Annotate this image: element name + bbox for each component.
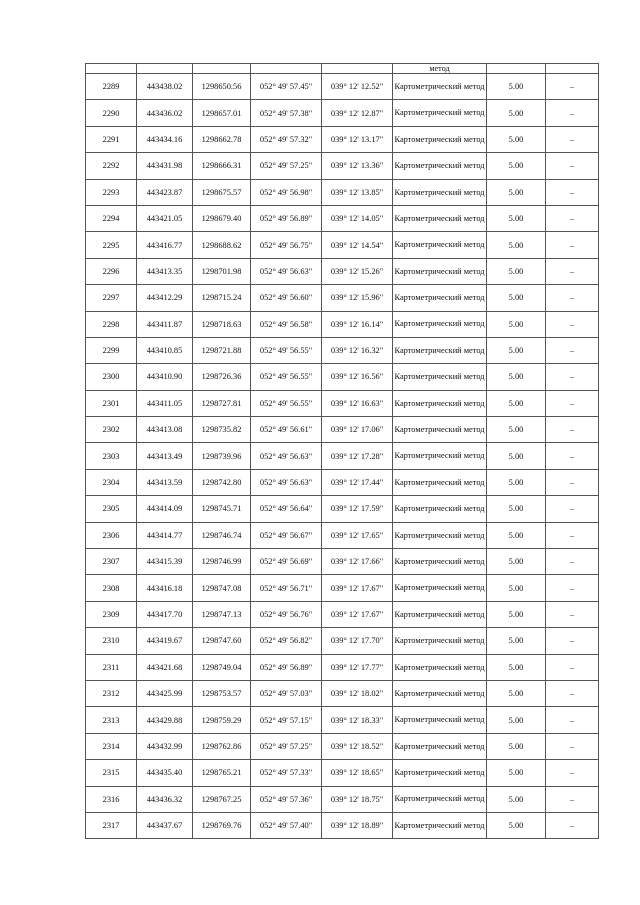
continued-method-cell — [393, 64, 487, 74]
note-cell: – — [546, 337, 599, 363]
x-coordinate-cell: 443431.98 — [137, 153, 193, 179]
point-number-cell: 2310 — [86, 628, 137, 654]
note-cell: – — [546, 469, 599, 495]
y-coordinate-cell: 1298701.98 — [193, 258, 251, 284]
empty-cell — [546, 64, 599, 74]
y-coordinate-cell: 1298747.08 — [193, 575, 251, 601]
note-cell: – — [546, 179, 599, 205]
note-cell: – — [546, 153, 599, 179]
accuracy-cell: 5.00 — [487, 311, 546, 337]
method-cell: Картометрический метод — [393, 707, 487, 733]
latitude-cell: 052° 49' 56.75" — [251, 232, 322, 258]
y-coordinate-cell: 1298749.04 — [193, 654, 251, 680]
accuracy-cell: 5.00 — [487, 601, 546, 627]
table-row — [86, 337, 599, 363]
x-coordinate-cell: 443425.99 — [137, 680, 193, 706]
longitude-cell: 039° 12' 17.67" — [322, 575, 393, 601]
accuracy-cell: 5.00 — [487, 74, 546, 100]
note-cell: – — [546, 285, 599, 311]
method-cell: Картометрический метод — [393, 232, 487, 258]
longitude-cell: 039° 12' 14.05" — [322, 205, 393, 231]
x-coordinate-cell: 443438.02 — [137, 74, 193, 100]
x-coordinate-cell: 443421.68 — [137, 654, 193, 680]
continued-method-text: метод — [429, 64, 450, 73]
table-row — [86, 390, 599, 416]
x-coordinate-cell: 443416.77 — [137, 232, 193, 258]
table-row — [86, 205, 599, 231]
x-coordinate-cell: 443411.87 — [137, 311, 193, 337]
longitude-cell: 039° 12' 17.44" — [322, 469, 393, 495]
y-coordinate-cell: 1298745.71 — [193, 496, 251, 522]
table-row — [86, 285, 599, 311]
accuracy-cell: 5.00 — [487, 522, 546, 548]
empty-cell — [487, 64, 546, 74]
y-coordinate-cell: 1298650.56 — [193, 74, 251, 100]
table-row — [86, 126, 599, 152]
note-cell: – — [546, 575, 599, 601]
accuracy-cell: 5.00 — [487, 443, 546, 469]
point-number-cell: 2303 — [86, 443, 137, 469]
accuracy-cell: 5.00 — [487, 232, 546, 258]
y-coordinate-cell: 1298679.40 — [193, 205, 251, 231]
longitude-cell: 039° 12' 17.66" — [322, 549, 393, 575]
longitude-cell: 039° 12' 17.67" — [322, 601, 393, 627]
accuracy-cell: 5.00 — [487, 628, 546, 654]
point-number-cell: 2305 — [86, 496, 137, 522]
method-cell: Картометрический метод — [393, 153, 487, 179]
method-cell: Картометрический метод — [393, 601, 487, 627]
note-cell: – — [546, 417, 599, 443]
method-cell: Картометрический метод — [393, 417, 487, 443]
accuracy-cell: 5.00 — [487, 575, 546, 601]
table-row — [86, 786, 599, 812]
x-coordinate-cell: 443429.88 — [137, 707, 193, 733]
accuracy-cell: 5.00 — [487, 469, 546, 495]
point-number-cell: 2297 — [86, 285, 137, 311]
longitude-cell: 039° 12' 18.89" — [322, 812, 393, 838]
table-row — [86, 812, 599, 838]
x-coordinate-cell: 443436.02 — [137, 100, 193, 126]
method-cell: Картометрический метод — [393, 285, 487, 311]
point-number-cell: 2314 — [86, 733, 137, 759]
x-coordinate-cell: 443410.90 — [137, 364, 193, 390]
method-cell: Картометрический метод — [393, 812, 487, 838]
y-coordinate-cell: 1298759.29 — [193, 707, 251, 733]
table-row — [86, 760, 599, 786]
method-cell: Картометрический метод — [393, 680, 487, 706]
y-coordinate-cell: 1298746.99 — [193, 549, 251, 575]
y-coordinate-cell: 1298742.80 — [193, 469, 251, 495]
y-coordinate-cell: 1298675.57 — [193, 179, 251, 205]
longitude-cell: 039° 12' 15.96" — [322, 285, 393, 311]
y-coordinate-cell: 1298657.01 — [193, 100, 251, 126]
x-coordinate-cell: 443434.16 — [137, 126, 193, 152]
table-row — [86, 74, 599, 100]
accuracy-cell: 5.00 — [487, 733, 546, 759]
latitude-cell: 052° 49' 56.63" — [251, 443, 322, 469]
method-cell: Картометрический метод — [393, 628, 487, 654]
table-row — [86, 522, 599, 548]
point-number-cell: 2307 — [86, 549, 137, 575]
point-number-cell: 2311 — [86, 654, 137, 680]
note-cell: – — [546, 812, 599, 838]
x-coordinate-cell: 443414.09 — [137, 496, 193, 522]
point-number-cell: 2298 — [86, 311, 137, 337]
latitude-cell: 052° 49' 57.36" — [251, 786, 322, 812]
method-cell: Картометрический метод — [393, 575, 487, 601]
x-coordinate-cell: 443421.05 — [137, 205, 193, 231]
y-coordinate-cell: 1298746.74 — [193, 522, 251, 548]
accuracy-cell: 5.00 — [487, 126, 546, 152]
note-cell: – — [546, 390, 599, 416]
point-number-cell: 2296 — [86, 258, 137, 284]
table-row — [86, 364, 599, 390]
y-coordinate-cell: 1298688.62 — [193, 232, 251, 258]
y-coordinate-cell: 1298726.36 — [193, 364, 251, 390]
point-number-cell: 2313 — [86, 707, 137, 733]
note-cell: – — [546, 628, 599, 654]
longitude-cell: 039° 12' 18.65" — [322, 760, 393, 786]
point-number-cell: 2295 — [86, 232, 137, 258]
point-number-cell: 2290 — [86, 100, 137, 126]
longitude-cell: 039° 12' 17.59" — [322, 496, 393, 522]
method-cell: Картометрический метод — [393, 364, 487, 390]
longitude-cell: 039° 12' 15.26" — [322, 258, 393, 284]
y-coordinate-cell: 1298721.88 — [193, 337, 251, 363]
method-cell: Картометрический метод — [393, 760, 487, 786]
table-row — [86, 496, 599, 522]
note-cell: – — [546, 74, 599, 100]
point-number-cell: 2306 — [86, 522, 137, 548]
accuracy-cell: 5.00 — [487, 680, 546, 706]
latitude-cell: 052° 49' 56.55" — [251, 390, 322, 416]
coordinates-table — [85, 63, 599, 839]
accuracy-cell: 5.00 — [487, 707, 546, 733]
note-cell: – — [546, 496, 599, 522]
accuracy-cell: 5.00 — [487, 153, 546, 179]
note-cell: – — [546, 733, 599, 759]
latitude-cell: 052° 49' 57.40" — [251, 812, 322, 838]
table-row — [86, 654, 599, 680]
longitude-cell: 039° 12' 12.87" — [322, 100, 393, 126]
point-number-cell: 2299 — [86, 337, 137, 363]
note-cell: – — [546, 654, 599, 680]
method-cell: Картометрический метод — [393, 337, 487, 363]
point-number-cell: 2289 — [86, 74, 137, 100]
method-cell: Картометрический метод — [393, 443, 487, 469]
latitude-cell: 052° 49' 56.55" — [251, 337, 322, 363]
accuracy-cell: 5.00 — [487, 496, 546, 522]
longitude-cell: 039° 12' 16.56" — [322, 364, 393, 390]
y-coordinate-cell: 1298747.13 — [193, 601, 251, 627]
latitude-cell: 052° 49' 56.55" — [251, 364, 322, 390]
point-number-cell: 2315 — [86, 760, 137, 786]
point-number-cell: 2308 — [86, 575, 137, 601]
longitude-cell: 039° 12' 18.02" — [322, 680, 393, 706]
y-coordinate-cell: 1298666.31 — [193, 153, 251, 179]
method-cell: Картометрический метод — [393, 522, 487, 548]
note-cell: – — [546, 126, 599, 152]
note-cell: – — [546, 311, 599, 337]
accuracy-cell: 5.00 — [487, 812, 546, 838]
latitude-cell: 052° 49' 56.69" — [251, 549, 322, 575]
y-coordinate-cell: 1298739.96 — [193, 443, 251, 469]
method-cell: Картометрический метод — [393, 469, 487, 495]
table-row — [86, 628, 599, 654]
longitude-cell: 039° 12' 16.32" — [322, 337, 393, 363]
longitude-cell: 039° 12' 13.85" — [322, 179, 393, 205]
accuracy-cell: 5.00 — [487, 549, 546, 575]
point-number-cell: 2292 — [86, 153, 137, 179]
note-cell: – — [546, 364, 599, 390]
method-cell: Картометрический метод — [393, 733, 487, 759]
y-coordinate-cell: 1298769.76 — [193, 812, 251, 838]
note-cell: – — [546, 760, 599, 786]
x-coordinate-cell: 443419.67 — [137, 628, 193, 654]
method-cell: Картометрический метод — [393, 496, 487, 522]
y-coordinate-cell: 1298718.63 — [193, 311, 251, 337]
x-coordinate-cell: 443410.85 — [137, 337, 193, 363]
table-row — [86, 311, 599, 337]
note-cell: – — [546, 786, 599, 812]
x-coordinate-cell: 443436.32 — [137, 786, 193, 812]
longitude-cell: 039° 12' 13.17" — [322, 126, 393, 152]
x-coordinate-cell: 443412.29 — [137, 285, 193, 311]
latitude-cell: 052° 49' 56.98" — [251, 179, 322, 205]
table-row — [86, 707, 599, 733]
note-cell: – — [546, 601, 599, 627]
x-coordinate-cell: 443415.39 — [137, 549, 193, 575]
method-cell: Картометрический метод — [393, 654, 487, 680]
table-row — [86, 443, 599, 469]
longitude-cell: 039° 12' 18.75" — [322, 786, 393, 812]
table-row — [86, 549, 599, 575]
note-cell: – — [546, 707, 599, 733]
x-coordinate-cell: 443435.40 — [137, 760, 193, 786]
accuracy-cell: 5.00 — [487, 205, 546, 231]
latitude-cell: 052° 49' 56.82" — [251, 628, 322, 654]
note-cell: – — [546, 205, 599, 231]
y-coordinate-cell: 1298662.78 — [193, 126, 251, 152]
latitude-cell: 052° 49' 56.71" — [251, 575, 322, 601]
point-number-cell: 2312 — [86, 680, 137, 706]
table-row — [86, 469, 599, 495]
coordinates-table-body — [86, 64, 599, 839]
point-number-cell: 2294 — [86, 205, 137, 231]
y-coordinate-cell: 1298762.86 — [193, 733, 251, 759]
latitude-cell: 052° 49' 57.25" — [251, 733, 322, 759]
longitude-cell: 039° 12' 13.36" — [322, 153, 393, 179]
y-coordinate-cell: 1298747.60 — [193, 628, 251, 654]
point-number-cell: 2304 — [86, 469, 137, 495]
continued-row — [86, 64, 599, 74]
point-number-cell: 2316 — [86, 786, 137, 812]
x-coordinate-cell: 443413.59 — [137, 469, 193, 495]
latitude-cell: 052° 49' 57.45" — [251, 74, 322, 100]
point-number-cell: 2293 — [86, 179, 137, 205]
longitude-cell: 039° 12' 17.65" — [322, 522, 393, 548]
note-cell: – — [546, 100, 599, 126]
longitude-cell: 039° 12' 14.54" — [322, 232, 393, 258]
accuracy-cell: 5.00 — [487, 786, 546, 812]
table-row — [86, 680, 599, 706]
point-number-cell: 2317 — [86, 812, 137, 838]
table-row — [86, 179, 599, 205]
point-number-cell: 2302 — [86, 417, 137, 443]
latitude-cell: 052° 49' 56.64" — [251, 496, 322, 522]
method-cell: Картометрический метод — [393, 74, 487, 100]
table-row — [86, 232, 599, 258]
accuracy-cell: 5.00 — [487, 179, 546, 205]
table-row — [86, 100, 599, 126]
longitude-cell: 039° 12' 17.28" — [322, 443, 393, 469]
note-cell: – — [546, 680, 599, 706]
y-coordinate-cell: 1298715.24 — [193, 285, 251, 311]
table-row — [86, 417, 599, 443]
accuracy-cell: 5.00 — [487, 364, 546, 390]
latitude-cell: 052° 49' 57.25" — [251, 153, 322, 179]
note-cell: – — [546, 443, 599, 469]
x-coordinate-cell: 443416.18 — [137, 575, 193, 601]
x-coordinate-cell: 443432.99 — [137, 733, 193, 759]
latitude-cell: 052° 49' 56.61" — [251, 417, 322, 443]
y-coordinate-cell: 1298753.57 — [193, 680, 251, 706]
longitude-cell: 039° 12' 17.77" — [322, 654, 393, 680]
accuracy-cell: 5.00 — [487, 285, 546, 311]
method-cell: Картометрический метод — [393, 100, 487, 126]
x-coordinate-cell: 443413.08 — [137, 417, 193, 443]
accuracy-cell: 5.00 — [487, 100, 546, 126]
longitude-cell: 039° 12' 12.52" — [322, 74, 393, 100]
accuracy-cell: 5.00 — [487, 258, 546, 284]
table-row — [86, 601, 599, 627]
point-number-cell: 2291 — [86, 126, 137, 152]
latitude-cell: 052° 49' 56.76" — [251, 601, 322, 627]
table-row — [86, 575, 599, 601]
latitude-cell: 052° 49' 56.63" — [251, 469, 322, 495]
latitude-cell: 052° 49' 56.58" — [251, 311, 322, 337]
method-cell: Картометрический метод — [393, 258, 487, 284]
method-cell: Картометрический метод — [393, 126, 487, 152]
latitude-cell: 052° 49' 57.38" — [251, 100, 322, 126]
empty-cell — [251, 64, 322, 74]
longitude-cell: 039° 12' 16.63" — [322, 390, 393, 416]
empty-cell — [193, 64, 251, 74]
accuracy-cell: 5.00 — [487, 760, 546, 786]
point-number-cell: 2301 — [86, 390, 137, 416]
x-coordinate-cell: 443423.87 — [137, 179, 193, 205]
method-cell: Картометрический метод — [393, 311, 487, 337]
accuracy-cell: 5.00 — [487, 337, 546, 363]
empty-cell — [137, 64, 193, 74]
y-coordinate-cell: 1298735.82 — [193, 417, 251, 443]
latitude-cell: 052° 49' 56.63" — [251, 258, 322, 284]
note-cell: – — [546, 549, 599, 575]
accuracy-cell: 5.00 — [487, 417, 546, 443]
note-cell: – — [546, 522, 599, 548]
longitude-cell: 039° 12' 17.70" — [322, 628, 393, 654]
longitude-cell: 039° 12' 18.52" — [322, 733, 393, 759]
table-row — [86, 733, 599, 759]
longitude-cell: 039° 12' 16.14" — [322, 311, 393, 337]
empty-cell — [86, 64, 137, 74]
x-coordinate-cell: 443437.67 — [137, 812, 193, 838]
latitude-cell: 052° 49' 57.33" — [251, 760, 322, 786]
method-cell: Картометрический метод — [393, 205, 487, 231]
y-coordinate-cell: 1298727.81 — [193, 390, 251, 416]
x-coordinate-cell: 443414.77 — [137, 522, 193, 548]
latitude-cell: 052° 49' 57.03" — [251, 680, 322, 706]
method-cell: Картометрический метод — [393, 179, 487, 205]
method-cell: Картометрический метод — [393, 786, 487, 812]
x-coordinate-cell: 443413.49 — [137, 443, 193, 469]
latitude-cell: 052° 49' 56.60" — [251, 285, 322, 311]
note-cell: – — [546, 258, 599, 284]
method-cell: Картометрический метод — [393, 549, 487, 575]
y-coordinate-cell: 1298767.25 — [193, 786, 251, 812]
x-coordinate-cell: 443413.35 — [137, 258, 193, 284]
longitude-cell: 039° 12' 17.06" — [322, 417, 393, 443]
latitude-cell: 052° 49' 57.15" — [251, 707, 322, 733]
latitude-cell: 052° 49' 57.32" — [251, 126, 322, 152]
note-cell: – — [546, 232, 599, 258]
point-number-cell: 2309 — [86, 601, 137, 627]
y-coordinate-cell: 1298765.21 — [193, 760, 251, 786]
accuracy-cell: 5.00 — [487, 390, 546, 416]
latitude-cell: 052° 49' 56.67" — [251, 522, 322, 548]
latitude-cell: 052° 49' 56.89" — [251, 205, 322, 231]
x-coordinate-cell: 443417.70 — [137, 601, 193, 627]
accuracy-cell: 5.00 — [487, 654, 546, 680]
table-row — [86, 153, 599, 179]
latitude-cell: 052° 49' 56.89" — [251, 654, 322, 680]
x-coordinate-cell: 443411.05 — [137, 390, 193, 416]
empty-cell — [322, 64, 393, 74]
table-row — [86, 258, 599, 284]
longitude-cell: 039° 12' 18.33" — [322, 707, 393, 733]
method-cell: Картометрический метод — [393, 390, 487, 416]
point-number-cell: 2300 — [86, 364, 137, 390]
